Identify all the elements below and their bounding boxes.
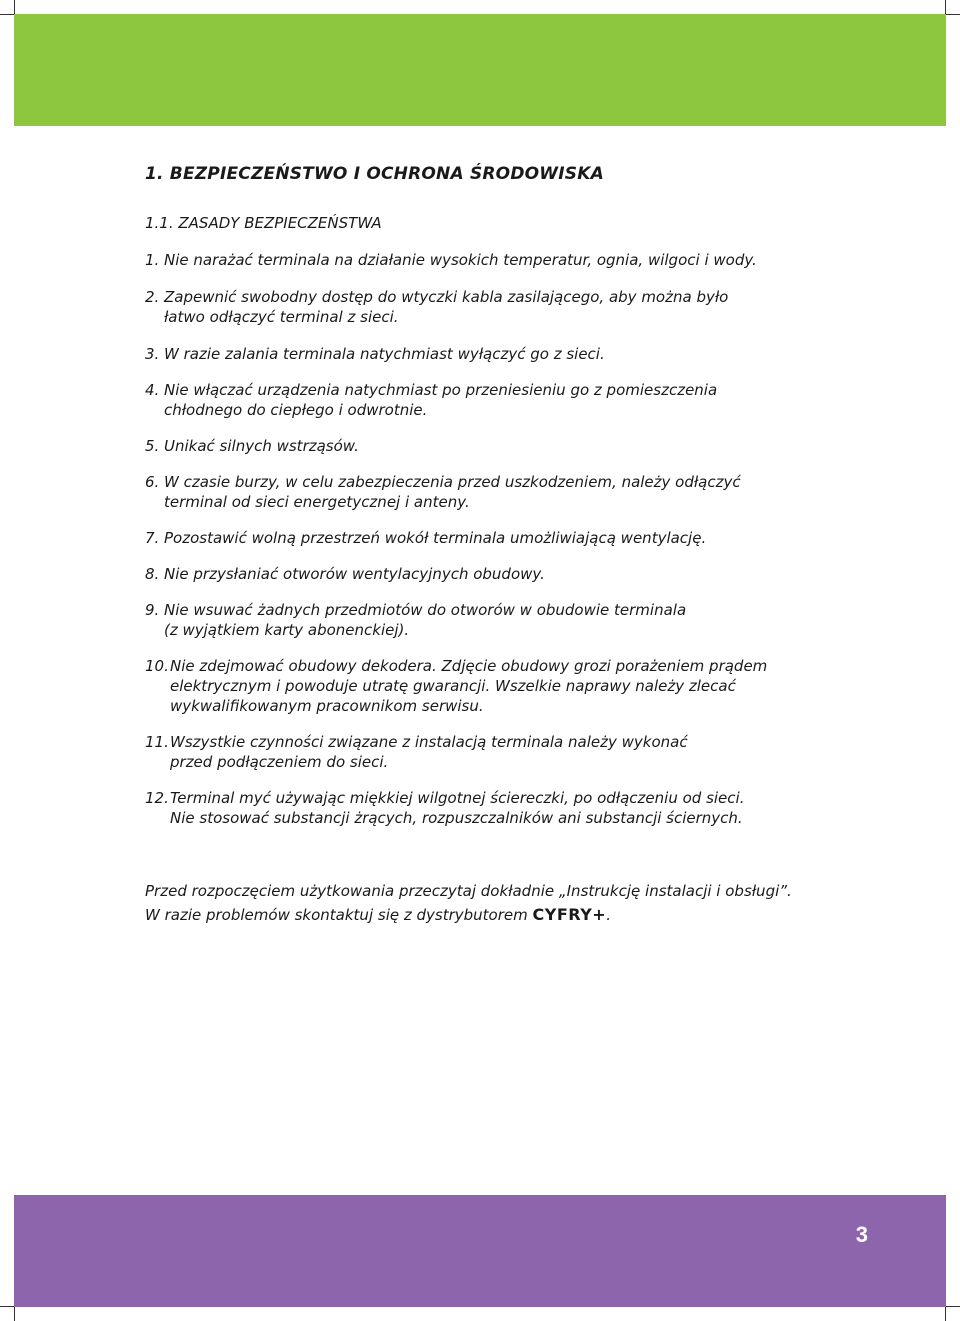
rule-number: 5.: [145, 437, 160, 455]
rule-text: Pozostawić wolną przestrzeń wokół terminala umożliwiającą wentylację.: [164, 529, 707, 547]
rule-text: wykwalifikowanym pracownikom serwisu.: [170, 697, 484, 715]
rule-text: Nie zdejmować obudowy dekodera. Zdjęcie obudowy grozi porażeniem prądem: [170, 657, 768, 675]
footer-band: [14, 1195, 946, 1307]
rule-number: 4.: [145, 381, 160, 399]
rule-number: 3.: [145, 345, 160, 363]
rule-text: Nie przysłaniać otworów wentylacyjnych obudowy.: [164, 565, 545, 583]
rule-number: 8.: [145, 565, 160, 583]
rule-item: [145, 564, 845, 584]
note-line: Przed rozpoczęciem użytkowania przeczytaj dokładnie „Instrukcję instalacji i obsługi”.: [145, 882, 792, 900]
rule-number: 1.: [145, 251, 160, 269]
rule-text: chłodnego do ciepłego i odwrotnie.: [164, 401, 428, 419]
rules-list: [145, 250, 845, 828]
rule-number: 6.: [145, 473, 160, 491]
rule-text: elektrycznym i powoduje utratę gwarancji. Wszelkie naprawy należy zlecać: [170, 677, 736, 695]
closing-note: [145, 879, 845, 927]
rule-item: [145, 472, 845, 512]
rule-text: W razie zalania terminala natychmiast wyłączyć go z sieci.: [164, 345, 605, 363]
rule-text: Nie narażać terminala na działanie wysokich temperatur, ognia, wilgoci i wody.: [164, 251, 757, 269]
rule-number: 9.: [145, 601, 160, 619]
rule-text: Unikać silnych wstrząsów.: [164, 437, 359, 455]
note-text: W razie problemów skontaktuj się z dystrybutorem: [145, 906, 533, 924]
rule-item: [145, 656, 845, 716]
rule-text: Nie włączać urządzenia natychmiast po przeniesieniu go z pomieszczenia: [164, 381, 718, 399]
rule-text: Terminal myć używając miękkiej wilgotnej ściereczki, po odłączeniu od sieci.: [170, 789, 745, 807]
rule-item: [145, 250, 845, 270]
rule-item: [145, 287, 845, 327]
section-title: 1. BEZPIECZEŃSTWO I OCHRONA ŚRODOWISKA: [145, 164, 604, 184]
rule-text: łatwo odłączyć terminal z sieci.: [164, 308, 399, 326]
header-band: [14, 14, 946, 126]
rule-text: przed podłączeniem do sieci.: [170, 753, 389, 771]
rule-number: 12.: [145, 789, 169, 807]
rule-item: [145, 380, 845, 420]
note-text: .: [606, 906, 611, 924]
rule-item: [145, 528, 845, 548]
section-subtitle: 1.1. ZASADY BEZPIECZEŃSTWA: [145, 214, 382, 232]
rule-text: Wszystkie czynności związane z instalacją terminala należy wykonać: [170, 733, 688, 751]
rule-text: terminal od sieci energetycznej i anteny.: [164, 493, 470, 511]
rule-number: 10.: [145, 657, 169, 675]
rule-text: W czasie burzy, w celu zabezpieczenia przed uszkodzeniem, należy odłączyć: [164, 473, 741, 491]
safety-section: [145, 164, 845, 828]
rule-item: [145, 600, 845, 640]
rule-text: Nie wsuwać żadnych przedmiotów do otworów w obudowie terminala: [164, 601, 687, 619]
brand-name: CYFRY+: [532, 905, 607, 924]
rule-text: Nie stosować substancji żrących, rozpuszczalników ani substancji ściernych.: [170, 809, 743, 827]
rule-text: Zapewnić swobodny dostęp do wtyczki kabla zasilającego, aby można było: [164, 288, 729, 306]
rule-number: 7.: [145, 529, 160, 547]
rule-item: [145, 436, 845, 456]
rule-number: 2.: [145, 288, 160, 306]
rule-item: [145, 788, 845, 828]
rule-item: [145, 732, 845, 772]
page-number: 3: [855, 1222, 868, 1247]
note-line: [145, 903, 845, 927]
rule-number: 11.: [145, 733, 169, 751]
rule-item: [145, 344, 845, 364]
rule-text: (z wyjątkiem karty abonenckiej).: [164, 621, 410, 639]
